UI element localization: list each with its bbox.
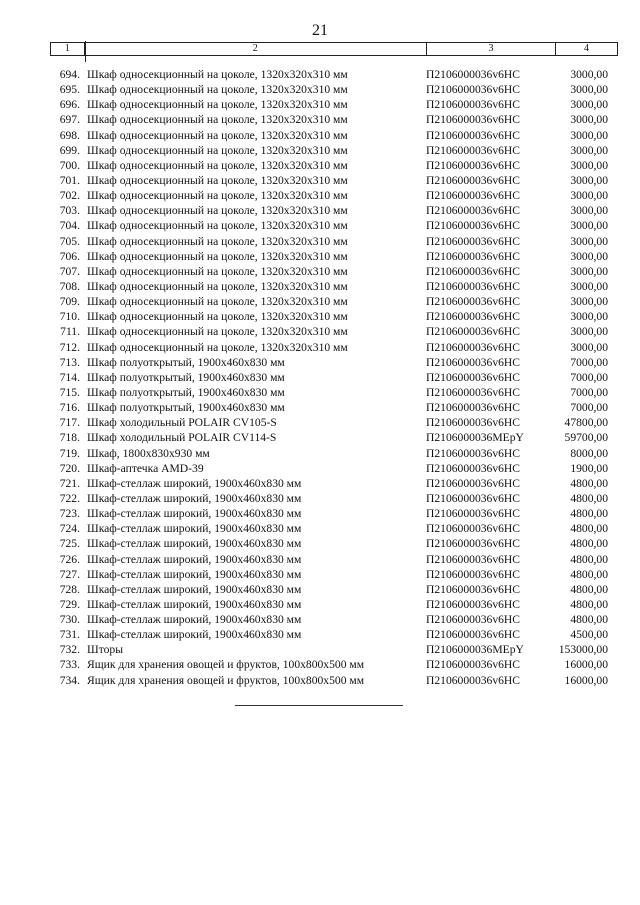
item-list bbox=[50, 67, 620, 688]
item-name: Ящик для хранения овощей и фруктов, 100x800x500 мм bbox=[87, 658, 365, 672]
item-code: П2106000036v6HC bbox=[426, 143, 521, 157]
item-name: Шкаф односекционный на цоколе, 1320x320x310 мм bbox=[87, 173, 348, 187]
row-number: 717. bbox=[59, 416, 80, 430]
row-number: 725. bbox=[59, 537, 80, 551]
table-row bbox=[50, 385, 620, 400]
table-row bbox=[50, 158, 620, 173]
item-code: П2106000036v6HC bbox=[426, 158, 521, 172]
item-code: П2106000036v6HC bbox=[426, 204, 521, 218]
item-name: Шкаф полуоткрытый, 1900x460x830 мм bbox=[87, 401, 285, 415]
item-amount: 59700,00 bbox=[564, 431, 608, 445]
row-number: 722. bbox=[59, 491, 80, 505]
item-amount: 4800,00 bbox=[570, 597, 608, 611]
item-name: Шкаф односекционный на цоколе, 1320x320x310 мм bbox=[87, 204, 348, 218]
item-amount: 3000,00 bbox=[570, 234, 608, 248]
row-number: 734. bbox=[59, 673, 80, 687]
table-row bbox=[50, 521, 620, 536]
item-name: Шкаф односекционный на цоколе, 1320x320x310 мм bbox=[87, 234, 348, 248]
item-amount: 4800,00 bbox=[570, 491, 608, 505]
row-number: 730. bbox=[59, 613, 80, 627]
item-amount: 47800,00 bbox=[564, 416, 608, 430]
item-amount: 3000,00 bbox=[570, 325, 608, 339]
table-row bbox=[50, 567, 620, 582]
row-number: 728. bbox=[59, 582, 80, 596]
item-name: Шкаф-стеллаж широкий, 1900x460x830 мм bbox=[87, 552, 302, 566]
column-divider-mark bbox=[85, 41, 86, 62]
item-code: П2106000036v6HC bbox=[426, 476, 521, 490]
table-row bbox=[50, 430, 620, 445]
item-code: П2106000036v6HC bbox=[426, 582, 521, 596]
row-number: 697. bbox=[59, 113, 80, 127]
item-amount: 3000,00 bbox=[570, 68, 608, 81]
item-amount: 4800,00 bbox=[570, 613, 608, 627]
item-name: Шкаф, 1800x830x930 мм bbox=[87, 446, 210, 460]
table-row bbox=[50, 461, 620, 476]
table-row bbox=[50, 112, 620, 127]
item-code: П2106000036v6HC bbox=[426, 658, 521, 672]
item-code: П2106000036v6HC bbox=[426, 491, 521, 505]
item-name: Шкаф односекционный на цоколе, 1320x320x310 мм bbox=[87, 279, 348, 293]
table-row bbox=[50, 340, 620, 355]
row-number: 712. bbox=[59, 340, 80, 354]
item-code: П2106000036v6HC bbox=[426, 537, 521, 551]
item-code: П2106000036v6HC bbox=[426, 340, 521, 354]
row-number: 714. bbox=[59, 370, 80, 384]
row-number: 698. bbox=[59, 128, 80, 142]
item-name: Ящик для хранения овощей и фруктов, 100x800x500 мм bbox=[87, 673, 365, 687]
item-name: Шкаф-аптечка AMD-39 bbox=[87, 461, 204, 475]
table-row bbox=[50, 324, 620, 339]
row-number: 719. bbox=[59, 446, 80, 460]
table-row bbox=[50, 143, 620, 158]
row-number: 715. bbox=[59, 385, 80, 399]
row-number: 699. bbox=[59, 143, 80, 157]
item-name: Шкаф односекционный на цоколе, 1320x320x310 мм bbox=[87, 264, 348, 278]
row-number: 713. bbox=[59, 355, 80, 369]
table-row bbox=[50, 627, 620, 642]
table-row bbox=[50, 173, 620, 188]
row-number: 707. bbox=[59, 264, 80, 278]
item-amount: 7000,00 bbox=[570, 385, 608, 399]
item-code: П2106000036v6HC bbox=[426, 310, 521, 324]
item-amount: 4800,00 bbox=[570, 522, 608, 536]
item-amount: 3000,00 bbox=[570, 310, 608, 324]
item-code: П2106000036v6HC bbox=[426, 416, 521, 430]
item-amount: 1900,00 bbox=[570, 461, 608, 475]
table-row bbox=[50, 657, 620, 672]
item-name: Шкаф односекционный на цоколе, 1320x320x310 мм bbox=[87, 113, 348, 127]
item-name: Шкаф односекционный на цоколе, 1320x320x310 мм bbox=[87, 68, 348, 81]
row-number: 701. bbox=[59, 173, 80, 187]
row-number: 702. bbox=[59, 189, 80, 203]
row-number: 694. bbox=[59, 68, 80, 81]
item-code: П2106000036МЕрY bbox=[426, 431, 524, 445]
table-row bbox=[50, 128, 620, 143]
item-name: Шкаф односекционный на цоколе, 1320x320x310 мм bbox=[87, 340, 348, 354]
item-code: П2106000036v6HC bbox=[426, 552, 521, 566]
item-name: Шкаф односекционный на цоколе, 1320x320x310 мм bbox=[87, 249, 348, 263]
row-number: 705. bbox=[59, 234, 80, 248]
item-amount: 153000,00 bbox=[558, 643, 608, 657]
item-amount: 3000,00 bbox=[570, 158, 608, 172]
item-amount: 3000,00 bbox=[570, 340, 608, 354]
item-name: Шкаф-стеллаж широкий, 1900x460x830 мм bbox=[87, 628, 302, 642]
item-code: П2106000036v6HC bbox=[426, 279, 521, 293]
table-row bbox=[50, 506, 620, 521]
item-amount: 4800,00 bbox=[570, 582, 608, 596]
item-code: П2106000036v6HC bbox=[426, 249, 521, 263]
item-name: Шкаф-стеллаж широкий, 1900x460x830 мм bbox=[87, 476, 302, 490]
item-code: П2106000036v6HC bbox=[426, 507, 521, 521]
table-row bbox=[50, 67, 620, 82]
item-amount: 3000,00 bbox=[570, 295, 608, 309]
table-row bbox=[50, 642, 620, 657]
column-header-table bbox=[50, 42, 618, 56]
item-name: Шкаф-стеллаж широкий, 1900x460x830 мм bbox=[87, 537, 302, 551]
item-code: П2106000036v6HC bbox=[426, 83, 521, 97]
item-code: П2106000036v6HC bbox=[426, 189, 521, 203]
item-name: Шкаф односекционный на цоколе, 1320x320x310 мм bbox=[87, 295, 348, 309]
item-code: П2106000036v6HC bbox=[426, 446, 521, 460]
item-code: П2106000036v6HC bbox=[426, 128, 521, 142]
item-amount: 3000,00 bbox=[570, 113, 608, 127]
item-code: П2106000036v6HC bbox=[426, 567, 521, 581]
table-row bbox=[50, 536, 620, 551]
item-name: Шкаф односекционный на цоколе, 1320x320x310 мм bbox=[87, 128, 348, 142]
item-amount: 3000,00 bbox=[570, 173, 608, 187]
item-name: Шкаф холодильный POLAIR CV114-S bbox=[87, 431, 277, 445]
item-amount: 4800,00 bbox=[570, 552, 608, 566]
table-row bbox=[50, 446, 620, 461]
item-name: Шкаф-стеллаж широкий, 1900x460x830 мм bbox=[87, 567, 302, 581]
item-name: Шкаф односекционный на цоколе, 1320x320x310 мм bbox=[87, 158, 348, 172]
item-code: П2106000036v6HC bbox=[426, 234, 521, 248]
row-number: 710. bbox=[59, 310, 80, 324]
item-code: П2106000036v6HC bbox=[426, 355, 521, 369]
item-amount: 7000,00 bbox=[570, 401, 608, 415]
item-code: П2106000036v6HC bbox=[426, 613, 521, 627]
item-code: П2106000036v6HC bbox=[426, 628, 521, 642]
column-header-3: 3 bbox=[426, 43, 555, 56]
table-row bbox=[50, 82, 620, 97]
item-name: Шкаф односекционный на цоколе, 1320x320x310 мм bbox=[87, 83, 348, 97]
item-name: Шкаф-стеллаж широкий, 1900x460x830 мм bbox=[87, 582, 302, 596]
column-header-1: 1 bbox=[51, 43, 85, 56]
table-row bbox=[50, 673, 620, 688]
table-row bbox=[50, 264, 620, 279]
item-amount: 3000,00 bbox=[570, 204, 608, 218]
table-row bbox=[50, 234, 620, 249]
row-number: 721. bbox=[59, 476, 80, 490]
row-number: 709. bbox=[59, 295, 80, 309]
item-code: П2106000036v6HC bbox=[426, 370, 521, 384]
item-code: П2106000036v6HC bbox=[426, 325, 521, 339]
item-code: П2106000036v6HC bbox=[426, 522, 521, 536]
row-number: 708. bbox=[59, 279, 80, 293]
row-number: 724. bbox=[59, 522, 80, 536]
table-row bbox=[50, 370, 620, 385]
table-row bbox=[50, 582, 620, 597]
item-code: П2106000036v6HC bbox=[426, 401, 521, 415]
end-rule bbox=[235, 705, 403, 706]
table-row bbox=[50, 279, 620, 294]
table-row bbox=[50, 309, 620, 324]
item-amount: 3000,00 bbox=[570, 83, 608, 97]
item-amount: 4800,00 bbox=[570, 567, 608, 581]
row-number: 703. bbox=[59, 204, 80, 218]
item-amount: 3000,00 bbox=[570, 189, 608, 203]
column-header-row bbox=[51, 43, 618, 56]
item-amount: 3000,00 bbox=[570, 264, 608, 278]
item-name: Шкаф односекционный на цоколе, 1320x320x310 мм bbox=[87, 219, 348, 233]
item-name: Шторы bbox=[87, 643, 123, 657]
item-name: Шкаф односекционный на цоколе, 1320x320x310 мм bbox=[87, 98, 348, 112]
item-name: Шкаф односекционный на цоколе, 1320x320x310 мм bbox=[87, 325, 348, 339]
item-name: Шкаф односекционный на цоколе, 1320x320x310 мм bbox=[87, 143, 348, 157]
table-row bbox=[50, 188, 620, 203]
row-number: 726. bbox=[59, 552, 80, 566]
item-amount: 7000,00 bbox=[570, 355, 608, 369]
item-code: П2106000036v6HC bbox=[426, 98, 521, 112]
item-amount: 3000,00 bbox=[570, 143, 608, 157]
item-amount: 3000,00 bbox=[570, 219, 608, 233]
row-number: 723. bbox=[59, 507, 80, 521]
table-row bbox=[50, 597, 620, 612]
table-row bbox=[50, 97, 620, 112]
table-row bbox=[50, 249, 620, 264]
item-amount: 3000,00 bbox=[570, 128, 608, 142]
table-row bbox=[50, 491, 620, 506]
item-code: П2106000036МЕрY bbox=[426, 643, 524, 657]
row-number: 727. bbox=[59, 567, 80, 581]
row-number: 695. bbox=[59, 83, 80, 97]
row-number: 704. bbox=[59, 219, 80, 233]
item-code: П2106000036v6HC bbox=[426, 68, 521, 81]
table-row bbox=[50, 218, 620, 233]
item-amount: 4500,00 bbox=[570, 628, 608, 642]
item-code: П2106000036v6HC bbox=[426, 173, 521, 187]
row-number: 720. bbox=[59, 461, 80, 475]
item-name: Шкаф односекционный на цоколе, 1320x320x310 мм bbox=[87, 189, 348, 203]
item-amount: 16000,00 bbox=[564, 673, 608, 687]
item-amount: 3000,00 bbox=[570, 98, 608, 112]
row-number: 718. bbox=[59, 431, 80, 445]
item-amount: 16000,00 bbox=[564, 658, 608, 672]
table-row bbox=[50, 294, 620, 309]
item-name: Шкаф-стеллаж широкий, 1900x460x830 мм bbox=[87, 507, 302, 521]
item-code: П2106000036v6HC bbox=[426, 295, 521, 309]
item-amount: 4800,00 bbox=[570, 507, 608, 521]
item-amount: 4800,00 bbox=[570, 537, 608, 551]
item-amount: 3000,00 bbox=[570, 249, 608, 263]
item-code: П2106000036v6HC bbox=[426, 597, 521, 611]
row-number: 700. bbox=[59, 158, 80, 172]
item-code: П2106000036v6HC bbox=[426, 461, 521, 475]
table-row bbox=[50, 415, 620, 430]
page-number: 21 bbox=[312, 22, 328, 39]
row-number: 729. bbox=[59, 597, 80, 611]
table-row bbox=[50, 612, 620, 627]
column-header-2: 2 bbox=[84, 43, 426, 56]
table-row bbox=[50, 476, 620, 491]
table-row bbox=[50, 355, 620, 370]
table-row bbox=[50, 400, 620, 415]
column-header-4: 4 bbox=[556, 43, 618, 56]
row-number: 716. bbox=[59, 401, 80, 415]
item-code: П2106000036v6HC bbox=[426, 385, 521, 399]
item-name: Шкаф полуоткрытый, 1900x460x830 мм bbox=[87, 355, 285, 369]
item-name: Шкаф полуоткрытый, 1900x460x830 мм bbox=[87, 385, 285, 399]
item-name: Шкаф-стеллаж широкий, 1900x460x830 мм bbox=[87, 491, 302, 505]
item-amount: 3000,00 bbox=[570, 279, 608, 293]
item-code: П2106000036v6HC bbox=[426, 673, 521, 687]
row-number: 706. bbox=[59, 249, 80, 263]
row-number: 733. bbox=[59, 658, 80, 672]
table-row bbox=[50, 203, 620, 218]
row-number: 732. bbox=[59, 643, 80, 657]
row-number: 731. bbox=[59, 628, 80, 642]
item-amount: 7000,00 bbox=[570, 370, 608, 384]
item-amount: 4800,00 bbox=[570, 476, 608, 490]
item-name: Шкаф односекционный на цоколе, 1320x320x310 мм bbox=[87, 310, 348, 324]
item-amount: 8000,00 bbox=[570, 446, 608, 460]
item-name: Шкаф холодильный POLAIR CV105-S bbox=[87, 416, 277, 430]
table-row bbox=[50, 552, 620, 567]
item-name: Шкаф-стеллаж широкий, 1900x460x830 мм bbox=[87, 613, 302, 627]
item-name: Шкаф-стеллаж широкий, 1900x460x830 мм bbox=[87, 597, 302, 611]
row-number: 696. bbox=[59, 98, 80, 112]
item-code: П2106000036v6HC bbox=[426, 219, 521, 233]
item-code: П2106000036v6HC bbox=[426, 113, 521, 127]
item-name: Шкаф-стеллаж широкий, 1900x460x830 мм bbox=[87, 522, 302, 536]
item-name: Шкаф полуоткрытый, 1900x460x830 мм bbox=[87, 370, 285, 384]
row-number: 711. bbox=[60, 325, 80, 339]
item-code: П2106000036v6HC bbox=[426, 264, 521, 278]
